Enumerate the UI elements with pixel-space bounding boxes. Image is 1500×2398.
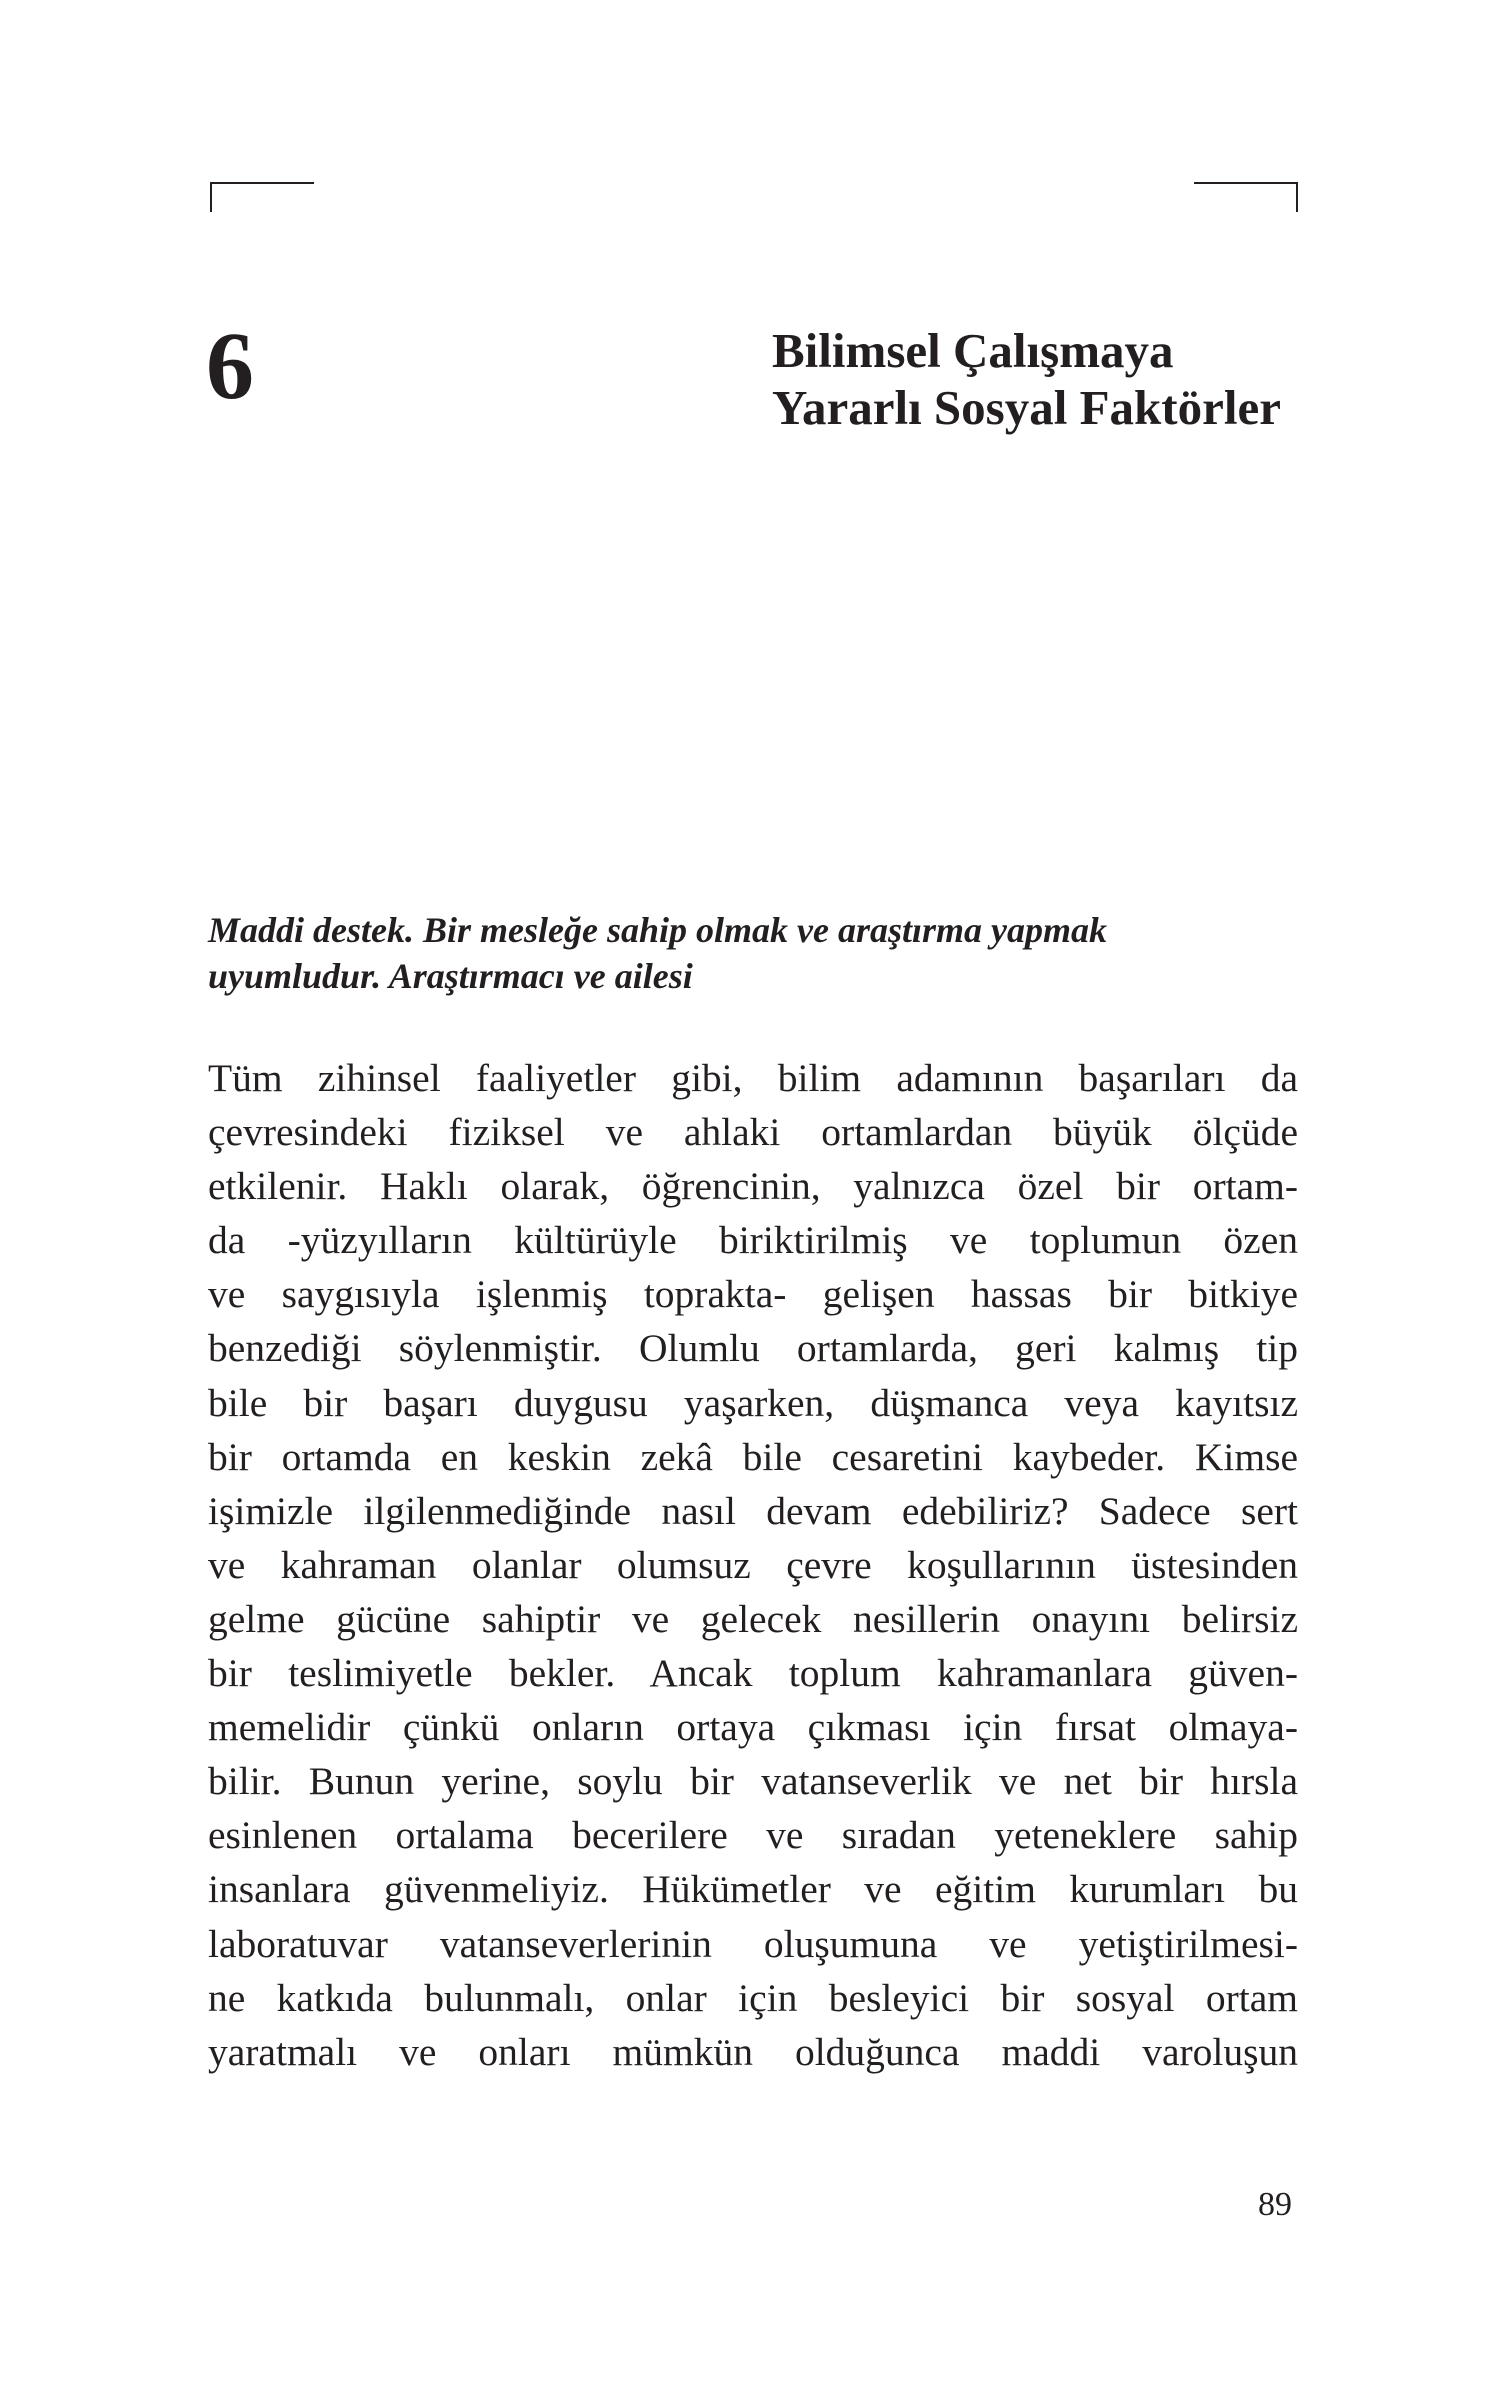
body-line: bir ortamda en keskin zekâ bile cesaretini kaybeder. Kimse (208, 1434, 1298, 1479)
crop-mark-right (1194, 182, 1298, 212)
section-epigraph (208, 907, 1308, 999)
page-number: 89 (1258, 2186, 1292, 2223)
body-line: bile bir başarı duygusu yaşarken, düşmanca veya kayıtsız (208, 1380, 1298, 1425)
body-paragraph (208, 1051, 1298, 2079)
body-line: da -yüzyılların kültürüyle biriktirilmiş ve toplumun özen (208, 1218, 1298, 1263)
body-line: bir teslimiyetle bekler. Ancak toplum kahramanlara güven- (208, 1651, 1298, 1696)
body-line: işimizle ilgilenmediğinde nasıl devam edebiliriz? Sadece sert (208, 1488, 1298, 1533)
body-line: gelme gücüne sahiptir ve gelecek nesillerin onayını belirsiz (208, 1596, 1298, 1641)
body-line: bilir. Bunun yerine, soylu bir vatanseverlik ve net bir hırsla (208, 1759, 1298, 1804)
body-line: memelidir çünkü onların ortaya çıkması için fırsat olmaya- (208, 1705, 1298, 1750)
body-line: laboratuvar vatanseverlerinin oluşumuna ve yetiştirilmesi- (208, 1921, 1298, 1966)
body-line: esinlenen ortalama becerilere ve sıradan yeteneklere sahip (208, 1813, 1298, 1858)
chapter-title (772, 322, 1332, 436)
crop-mark-left (210, 182, 314, 212)
body-line: yaratmalı ve onları mümkün olduğunca maddi varoluşun (208, 2029, 1298, 2074)
body-line: etkilenir. Haklı olarak, öğrencinin, yalnızca özel bir ortam- (208, 1164, 1298, 1209)
chapter-title-line-1: Bilimsel Çalışmaya (772, 323, 1174, 378)
body-line: Tüm zihinsel faaliyetler gibi, bilim adamının başarıları da (208, 1056, 1298, 1100)
body-line: insanlara güvenmeliyiz. Hükümetler ve eğitim kurumları bu (208, 1867, 1298, 1912)
epigraph-line-1: Maddi destek. Bir mesleğe sahip olmak ve araştırma yapmak (208, 910, 1107, 950)
epigraph-line-2: uyumludur. Araştırmacı ve ailesi (208, 956, 693, 996)
body-line: ne katkıda bulunmalı, onlar için besleyici bir sosyal ortam (208, 1975, 1298, 2020)
body-line: ve kahraman olanlar olumsuz çevre koşullarının üstesinden (208, 1542, 1298, 1587)
body-line: ve saygısıyla işlenmiş toprakta- gelişen hassas bir bitkiye (208, 1272, 1298, 1317)
body-line: benzediği söylenmiştir. Olumlu ortamlarda, geri kalmış tip (208, 1326, 1298, 1371)
chapter-title-line-2: Yararlı Sosyal Faktörler (772, 380, 1281, 435)
chapter-number: 6 (206, 312, 254, 419)
body-line: çevresindeki fiziksel ve ahlaki ortamlardan büyük ölçüde (208, 1110, 1298, 1155)
